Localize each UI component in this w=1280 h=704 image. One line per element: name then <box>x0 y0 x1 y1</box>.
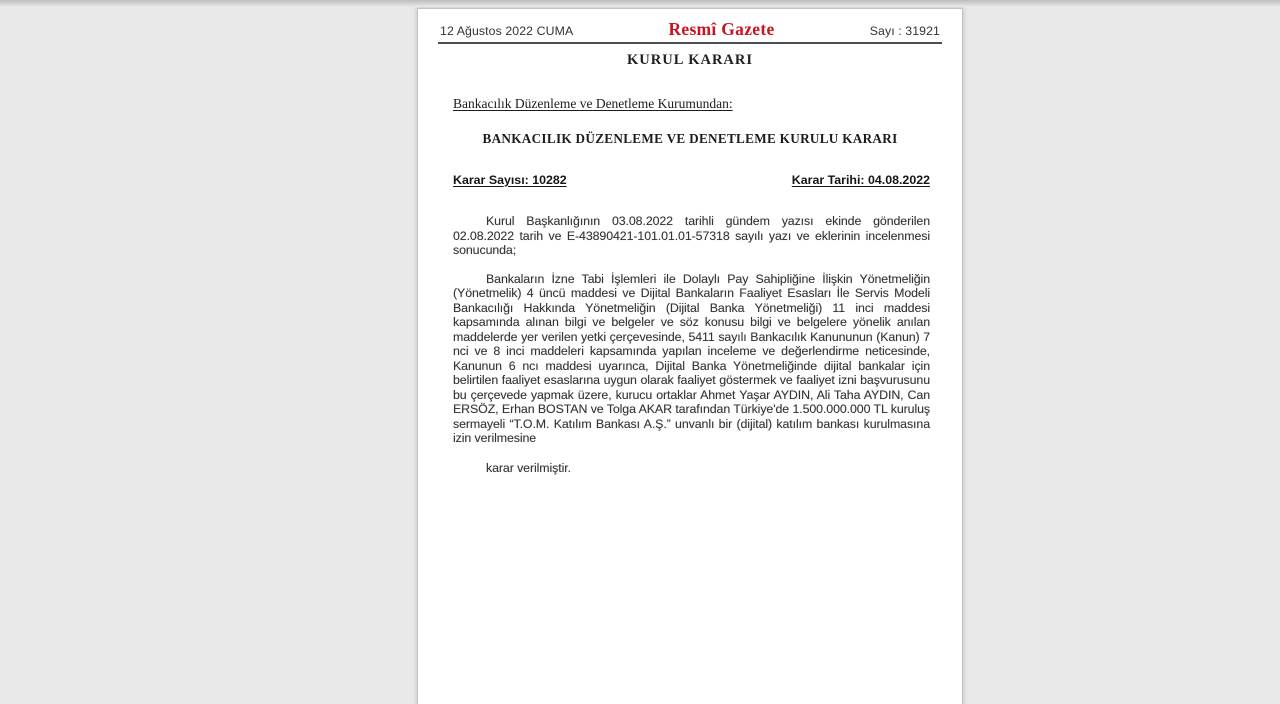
toolbar-shadow <box>0 0 1280 7</box>
gazette-title: Resmî Gazete <box>668 19 775 39</box>
closing-line: karar verilmiştir. <box>486 460 571 475</box>
gazette-issue-number: Sayı : 31921 <box>869 24 940 38</box>
body-paragraph: Bankaların İzne Tabi İşlemleri ile Dolaylı Pay Sahipliğine İlişkin Yönetmeliğin (Yönetmelik) 4 üncü maddesi ve Dijital Bankaların Faaliyet Esasları İle Servis Modeli Bankacılığı Hakkında Yönetmeliğin (Dijital Banka Yönetmeliği) 11 inci maddesi kapsamında alınan bilgi ve belgeler ve söz konusu bilgi ve belgelere yönelik anılan maddelerde yer verilen yetki çerçevesinde, 5411 sayılı Bankacılık Kanununun (Kanun) 7 nci ve 8 inci maddeleri kapsamında yapılan inceleme ve değerlendirme neticesinde, Kanunun 6 ncı maddesi uyarınca, Dijital Banka Yönetmeliğinde dijital bankalar için belirtilen faaliyet esaslarına uygun olarak faaliyet göstermek ve faaliyet izni başvurusunu bu çerçevede yapmak üzere, kurucu ortaklar Ahmet Yaşar AYDIN, Ali Taha AYDIN, Can ERSÖZ, Erhan BOSTAN ve Tolga AKAR tarafından Türkiye'de 1.500.000.000 TL kuruluş sermayeli “T.O.M. Katılım Bankası A.Ş.” unvanlı bir (dijital) katılım bankası kurulmasına izin verilmesine <box>453 271 930 445</box>
decision-title: BANKACILIK DÜZENLEME VE DENETLEME KURULU KARARI <box>482 131 898 146</box>
document-page <box>417 8 963 704</box>
section-title: KURUL KARARI <box>627 52 753 68</box>
issuing-authority: Bankacılık Düzenleme ve Denetleme Kurumundan: <box>453 96 733 111</box>
decision-meta-row <box>453 173 930 188</box>
decision-date: Karar Tarihi: 04.08.2022 <box>791 173 930 187</box>
gazette-date: 12 Ağustos 2022 CUMA <box>440 24 574 38</box>
body-paragraph: Kurul Başkanlığının 03.08.2022 tarihli gündem yazısı ekinde gönderilen 02.08.2022 tarih ve E-43890421-101.01.01-57318 sayılı yazı ve eklerinin incelenmesi sonucunda; <box>453 214 930 257</box>
decision-number: Karar Sayısı: 10282 <box>453 173 567 187</box>
gazette-header <box>438 19 942 44</box>
decision-body <box>453 214 930 475</box>
